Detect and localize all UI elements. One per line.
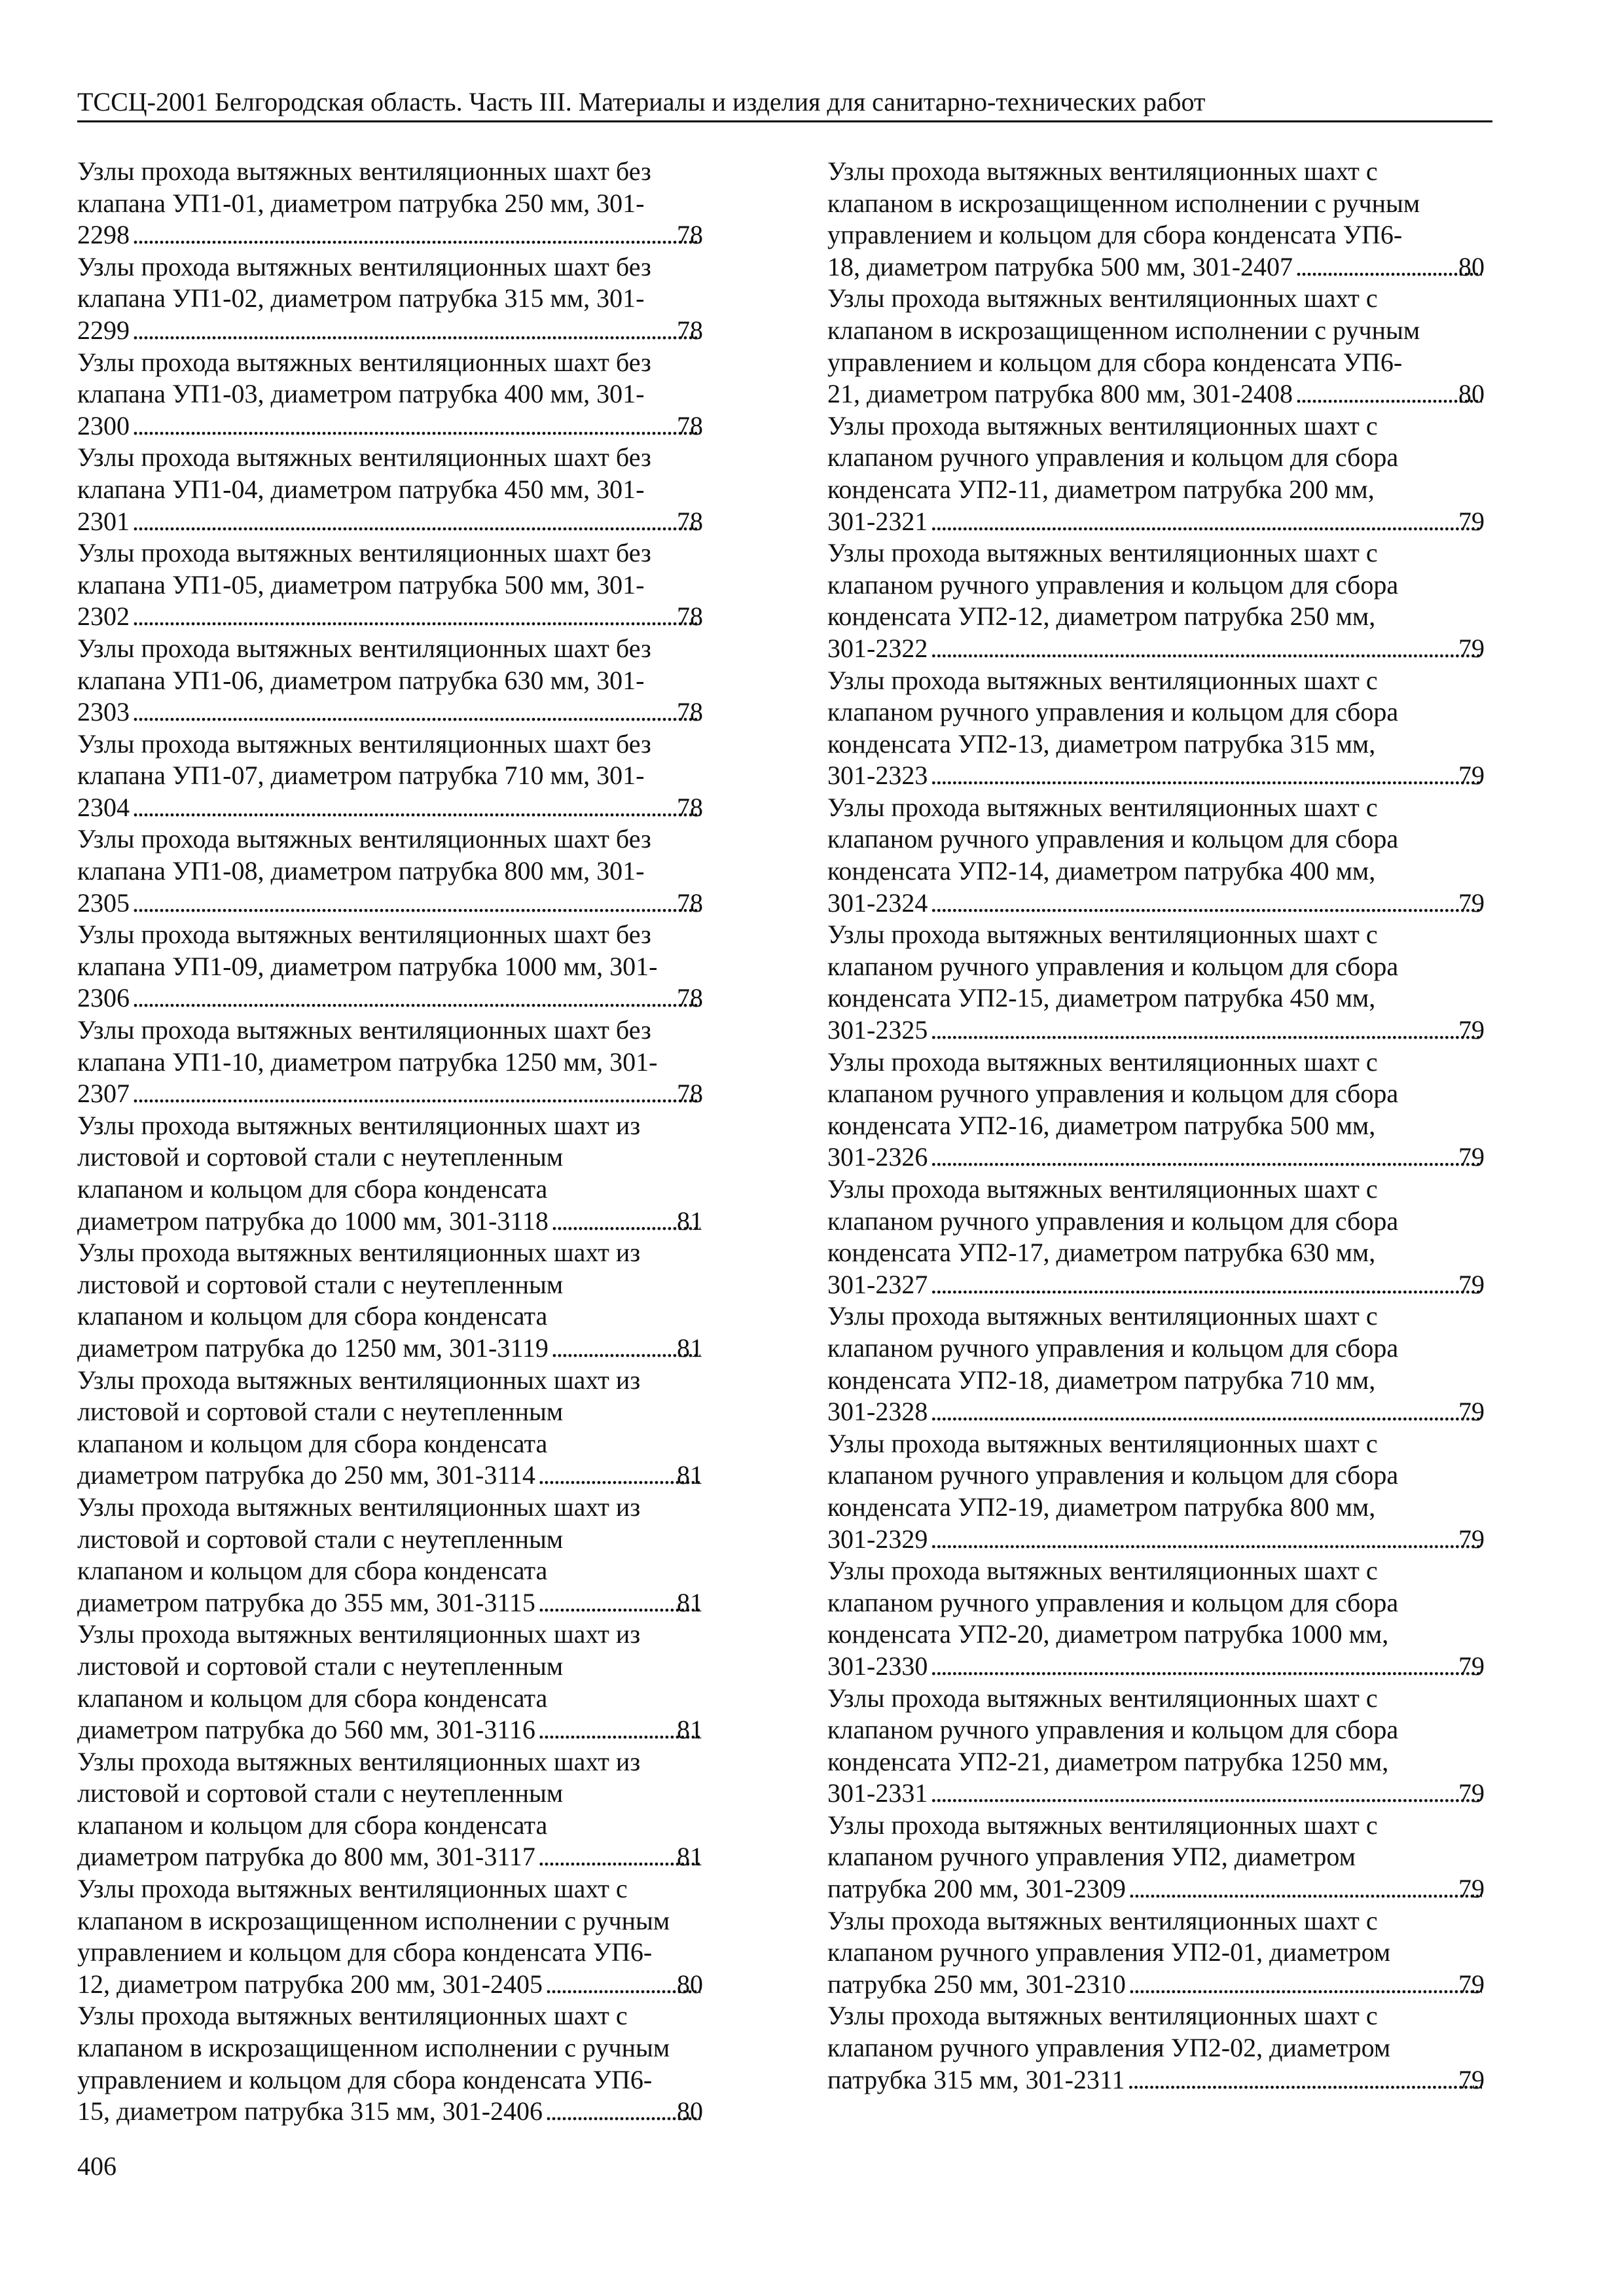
entry-page-number: 81	[677, 1333, 703, 1363]
dot-leader	[928, 1014, 1482, 1047]
entry-line: Узлы прохода вытяжных вентиляционных шахт с	[827, 1905, 1378, 1935]
index-entry	[77, 1237, 703, 1364]
entry-line: Узлы прохода вытяжных вентиляционных шахт без	[77, 538, 651, 568]
entry-last-line	[77, 982, 703, 1014]
entry-line: клапаном в искрозащищенном исполнении с ручным	[827, 315, 1420, 345]
entry-line: Узлы прохода вытяжных вентиляционных шахт без	[77, 251, 651, 281]
entry-last-line	[77, 410, 703, 442]
dot-leader	[130, 792, 700, 824]
dot-leader	[130, 1078, 700, 1110]
entry-code: патрубка 315 мм, 301-2311	[827, 2064, 1125, 2094]
entry-page-number: 80	[677, 2096, 703, 2126]
entry-last-line	[827, 2064, 1485, 2096]
entry-line: Узлы прохода вытяжных вентиляционных шахт с	[827, 665, 1378, 695]
entry-line: клапаном ручного управления и кольцом для сбора	[827, 951, 1399, 981]
entry-line: клапана УП1-06, диаметром патрубка 630 мм, 301-	[77, 665, 645, 695]
index-entry	[77, 1110, 703, 1237]
dot-leader	[130, 982, 700, 1014]
entry-page-number: 79	[1458, 1142, 1485, 1172]
entry-page-number: 78	[677, 315, 703, 345]
entry-page-number: 78	[677, 601, 703, 632]
dot-leader	[1126, 1873, 1482, 1905]
entry-page-number: 78	[677, 792, 703, 822]
entry-line: конденсата УП2-12, диаметром патрубка 250 мм,	[827, 601, 1376, 632]
entry-code: 2301	[77, 506, 130, 536]
index-entry	[827, 1174, 1485, 1300]
dot-leader	[928, 1269, 1482, 1301]
entry-line: конденсата УП2-18, диаметром патрубка 710 мм,	[827, 1365, 1376, 1395]
entry-line: клапана УП1-08, диаметром патрубка 800 мм, 301-	[77, 856, 645, 886]
dot-leader	[928, 1651, 1482, 1683]
entry-line: Узлы прохода вытяжных вентиляционных шахт с	[827, 1301, 1378, 1331]
index-entry	[77, 2000, 703, 2127]
entry-code: патрубка 200 мм, 301-2309	[827, 1874, 1126, 1904]
entry-page-number: 78	[677, 220, 703, 250]
entry-line: Узлы прохода вытяжных вентиляционных шахт с	[77, 1874, 628, 1904]
entry-last-line	[827, 1969, 1485, 2001]
entry-line: клапана УП1-07, диаметром патрубка 710 мм, 301-	[77, 761, 645, 791]
entry-line: листовой и сортовой стали с неутепленным	[77, 1269, 564, 1299]
entry-line: конденсата УП2-16, диаметром патрубка 500 мм,	[827, 1110, 1376, 1140]
entry-line: клапаном ручного управления УП2-02, диаметром	[827, 2033, 1391, 2063]
index-entry	[77, 1014, 703, 1110]
entry-line: Узлы прохода вытяжных вентиляционных шахт с	[827, 1428, 1378, 1458]
index-entry	[827, 1905, 1485, 2001]
entry-page-number: 78	[677, 410, 703, 440]
entry-code: патрубка 250 мм, 301-2310	[827, 1969, 1126, 1999]
dot-leader	[928, 633, 1482, 665]
entry-line: клапаном ручного управления и кольцом для сбора	[827, 824, 1399, 854]
entry-line: конденсата УП2-19, диаметром патрубка 800 мм,	[827, 1492, 1376, 1522]
index-entry	[77, 1492, 703, 1619]
entry-code: диаметром патрубка до 560 мм, 301-3116	[77, 1715, 535, 1745]
dot-leader	[130, 888, 700, 920]
index-entry	[77, 1746, 703, 1873]
entry-line: клапаном ручного управления и кольцом для сбора	[827, 1079, 1399, 1109]
entry-page-number: 79	[1458, 1524, 1485, 1554]
entry-line: клапаном ручного управления УП2, диаметром	[827, 1842, 1356, 1872]
index-column-left	[77, 156, 703, 2128]
index-column-right	[827, 156, 1485, 2096]
entry-page-number: 78	[677, 888, 703, 918]
index-entry	[827, 537, 1485, 664]
index-entry	[77, 633, 703, 728]
index-entry	[77, 537, 703, 633]
entry-code: 2307	[77, 1079, 130, 1109]
entry-code: 301-2327	[827, 1269, 928, 1299]
entry-code: 301-2322	[827, 633, 928, 663]
entry-line: клапаном и кольцом для сбора конденсата	[77, 1810, 548, 1840]
entry-line: листовой и сортовой стали с неутепленным	[77, 1397, 564, 1427]
entry-code: 2303	[77, 697, 130, 727]
dot-leader	[1293, 251, 1482, 283]
entry-line: листовой и сортовой стали с неутепленным	[77, 1778, 564, 1808]
entry-line: конденсата УП2-20, диаметром патрубка 1000 мм,	[827, 1619, 1389, 1649]
entry-line: клапаном в искрозащищенном исполнении с ручным	[77, 2033, 670, 2063]
entry-line: клапана УП1-10, диаметром патрубка 1250 мм, 301-	[77, 1047, 658, 1077]
entry-last-line	[827, 506, 1485, 538]
entry-line: конденсата УП2-13, диаметром патрубка 315 мм,	[827, 728, 1376, 759]
dot-leader	[928, 1396, 1482, 1428]
entry-last-line	[77, 1587, 703, 1619]
entry-line: Узлы прохода вытяжных вентиляционных шахт без	[77, 728, 651, 759]
entry-code: 12, диаметром патрубка 200 мм, 301-2405	[77, 1969, 543, 1999]
entry-last-line	[77, 696, 703, 728]
entry-line: листовой и сортовой стали с неутепленным	[77, 1651, 564, 1681]
entry-code: 2306	[77, 983, 130, 1013]
entry-line: Узлы прохода вытяжных вентиляционных шахт без	[77, 824, 651, 854]
entry-code: 2300	[77, 410, 130, 440]
dot-leader	[928, 760, 1482, 792]
entry-page-number: 78	[677, 697, 703, 727]
index-entry	[827, 156, 1485, 283]
entry-code: 301-2328	[827, 1397, 928, 1427]
entry-code: 2302	[77, 601, 130, 632]
dot-leader	[130, 410, 700, 442]
entry-page-number: 79	[1458, 2064, 1485, 2094]
index-entry	[827, 1047, 1485, 1174]
entry-last-line	[827, 760, 1485, 792]
index-entry	[77, 1873, 703, 2000]
running-header: ТССЦ-2001 Белгородская область. Часть III. Материалы и изделия для санитарно-технических работ	[77, 87, 1206, 117]
entry-line: Узлы прохода вытяжных вентиляционных шахт без	[77, 347, 651, 377]
entry-line: Узлы прохода вытяжных вентиляционных шахт с	[827, 410, 1378, 440]
dot-leader	[928, 888, 1482, 920]
entry-code: 2299	[77, 315, 130, 345]
entry-page-number: 78	[677, 1079, 703, 1109]
entry-last-line	[77, 506, 703, 538]
entry-line: Узлы прохода вытяжных вентиляционных шахт без	[77, 920, 651, 950]
entry-line: управлением и кольцом для сбора конденсата УП6-	[77, 1937, 653, 1967]
dot-leader	[535, 1714, 700, 1746]
entry-last-line	[827, 888, 1485, 920]
entry-code: 2298	[77, 220, 130, 250]
dot-leader	[928, 1778, 1482, 1810]
entry-line: Узлы прохода вытяжных вентиляционных шахт с	[827, 2001, 1378, 2031]
entry-last-line	[77, 792, 703, 824]
entry-line: клапаном и кольцом для сбора конденсата	[77, 1683, 548, 1713]
entry-code: диаметром патрубка до 250 мм, 301-3114	[77, 1460, 535, 1490]
entry-line: конденсата УП2-21, диаметром патрубка 1250 мм,	[827, 1746, 1389, 1776]
entry-line: клапаном в искрозащищенном исполнении с ручным	[827, 188, 1420, 218]
entry-code: 21, диаметром патрубка 800 мм, 301-2408	[827, 379, 1293, 409]
index-entry	[827, 665, 1485, 792]
dot-leader	[130, 696, 700, 728]
entry-page-number: 78	[677, 983, 703, 1013]
entry-page-number: 79	[1458, 761, 1485, 791]
entry-last-line	[827, 1396, 1485, 1428]
entry-line: клапаном ручного управления и кольцом для сбора	[827, 1206, 1399, 1236]
entry-page-number: 79	[1458, 888, 1485, 918]
entry-page-number: 81	[677, 1206, 703, 1236]
index-entry	[827, 1555, 1485, 1682]
entry-last-line	[77, 1841, 703, 1873]
entry-line: управлением и кольцом для сбора конденсата УП6-	[827, 220, 1403, 250]
entry-line: Узлы прохода вытяжных вентиляционных шахт из	[77, 1492, 641, 1522]
entry-last-line	[827, 633, 1485, 665]
entry-code: 301-2330	[827, 1651, 928, 1681]
entry-last-line	[77, 1714, 703, 1746]
entry-code: 18, диаметром патрубка 500 мм, 301-2407	[827, 251, 1293, 281]
entry-line: конденсата УП2-17, диаметром патрубка 630 мм,	[827, 1238, 1376, 1268]
entry-line: Узлы прохода вытяжных вентиляционных шахт с	[827, 283, 1378, 314]
entry-line: Узлы прохода вытяжных вентиляционных шахт без	[77, 156, 651, 186]
dot-leader	[1293, 378, 1482, 410]
entry-line: клапаном в искрозащищенном исполнении с ручным	[77, 1905, 670, 1935]
entry-last-line	[827, 1014, 1485, 1047]
entry-line: Узлы прохода вытяжных вентиляционных шахт из	[77, 1238, 641, 1268]
entry-line: Узлы прохода вытяжных вентиляционных шахт без	[77, 1015, 651, 1045]
entry-line: клапана УП1-04, диаметром патрубка 450 мм, 301-	[77, 474, 645, 504]
entry-last-line	[827, 1524, 1485, 1556]
entry-last-line	[827, 1141, 1485, 1174]
dot-leader	[928, 506, 1482, 538]
entry-line: клапана УП1-03, диаметром патрубка 400 мм, 301-	[77, 379, 645, 409]
entry-line: Узлы прохода вытяжных вентиляционных шахт из	[77, 1619, 641, 1649]
entry-page-number: 79	[1458, 1874, 1485, 1904]
entry-line: Узлы прохода вытяжных вентиляционных шахт с	[827, 1683, 1378, 1713]
entry-last-line	[77, 1206, 703, 1238]
index-entry	[77, 919, 703, 1014]
entry-page-number: 81	[677, 1460, 703, 1490]
page-number: 406	[77, 2151, 117, 2181]
entry-last-line	[77, 888, 703, 920]
header-rule	[77, 120, 1492, 122]
index-entry	[77, 251, 703, 347]
entry-last-line	[77, 1333, 703, 1365]
entry-line: Узлы прохода вытяжных вентиляционных шахт с	[827, 538, 1378, 568]
entry-last-line	[827, 1873, 1485, 1905]
entry-line: клапана УП1-05, диаметром патрубка 500 мм, 301-	[77, 569, 645, 600]
entry-page-number: 79	[1458, 633, 1485, 663]
dot-leader	[928, 1524, 1482, 1556]
entry-line: конденсата УП2-14, диаметром патрубка 400 мм,	[827, 856, 1376, 886]
entry-code: 301-2326	[827, 1142, 928, 1172]
entry-line: клапана УП1-02, диаметром патрубка 315 мм, 301-	[77, 283, 645, 314]
entry-line: конденсата УП2-11, диаметром патрубка 200 мм,	[827, 474, 1375, 504]
index-entry	[77, 156, 703, 251]
entry-page-number: 79	[1458, 1651, 1485, 1681]
dot-leader	[535, 1587, 700, 1619]
entry-line: Узлы прохода вытяжных вентиляционных шахт без	[77, 442, 651, 473]
entry-code: диаметром патрубка до 1250 мм, 301-3119	[77, 1333, 549, 1363]
entry-last-line	[77, 1460, 703, 1492]
entry-code: 2305	[77, 888, 130, 918]
entry-line: клапаном и кольцом для сбора конденсата	[77, 1301, 548, 1331]
entry-line: клапаном ручного управления и кольцом для сбора	[827, 697, 1399, 727]
dot-leader	[130, 601, 700, 633]
index-entry	[77, 1619, 703, 1746]
entry-line: Узлы прохода вытяжных вентиляционных шахт из	[77, 1110, 641, 1140]
entry-line: клапаном ручного управления и кольцом для сбора	[827, 1587, 1399, 1617]
entry-page-number: 79	[1458, 506, 1485, 536]
entry-line: клапаном ручного управления УП2-01, диаметром	[827, 1937, 1391, 1967]
entry-line: Узлы прохода вытяжных вентиляционных шахт с	[77, 2001, 628, 2031]
entry-line: клапаном ручного управления и кольцом для сбора	[827, 1333, 1399, 1363]
dot-leader	[1126, 1969, 1482, 2001]
index-entry	[77, 728, 703, 824]
entry-code: 15, диаметром патрубка 315 мм, 301-2406	[77, 2096, 543, 2126]
index-entry	[77, 442, 703, 537]
entry-page-number: 80	[677, 1969, 703, 1999]
entry-line: клапаном и кольцом для сбора конденсата	[77, 1174, 548, 1204]
entry-code: 301-2325	[827, 1015, 928, 1045]
entry-line: Узлы прохода вытяжных вентиляционных шахт с	[827, 1174, 1378, 1204]
entry-last-line	[827, 1651, 1485, 1683]
entry-page-number: 81	[677, 1715, 703, 1745]
entry-last-line	[77, 1969, 703, 2001]
index-entry	[77, 347, 703, 442]
entry-page-number: 81	[677, 1587, 703, 1617]
entry-page-number: 79	[1458, 1969, 1485, 1999]
entry-line: Узлы прохода вытяжных вентиляционных шахт из	[77, 1746, 641, 1776]
entry-page-number: 81	[677, 1842, 703, 1872]
entry-line: Узлы прохода вытяжных вентиляционных шахт с	[827, 1556, 1378, 1586]
entry-page-number: 79	[1458, 1778, 1485, 1808]
dot-leader	[130, 506, 700, 538]
entry-line: клапаном ручного управления и кольцом для сбора	[827, 442, 1399, 473]
index-entry	[827, 2000, 1485, 2096]
entry-line: клапаном ручного управления и кольцом для сбора	[827, 569, 1399, 600]
entry-last-line	[77, 315, 703, 347]
entry-last-line	[77, 2096, 703, 2128]
entry-line: листовой и сортовой стали с неутепленным	[77, 1142, 564, 1172]
entry-line: клапаном и кольцом для сбора конденсата	[77, 1428, 548, 1458]
entry-code: 301-2331	[827, 1778, 928, 1808]
index-entry	[827, 1810, 1485, 1905]
dot-leader	[928, 1141, 1482, 1174]
dot-leader	[535, 1460, 700, 1492]
entry-line: клапаном ручного управления и кольцом для сбора	[827, 1460, 1399, 1490]
entry-page-number: 79	[1458, 1269, 1485, 1299]
entry-code: 301-2329	[827, 1524, 928, 1554]
entry-code: диаметром патрубка до 355 мм, 301-3115	[77, 1587, 535, 1617]
entry-last-line	[77, 601, 703, 633]
entry-page-number: 80	[1458, 251, 1485, 281]
dot-leader	[535, 1841, 700, 1873]
entry-line: Узлы прохода вытяжных вентиляционных шахт без	[77, 633, 651, 663]
entry-page-number: 78	[677, 506, 703, 536]
entry-code: диаметром патрубка до 1000 мм, 301-3118	[77, 1206, 549, 1236]
entry-page-number: 79	[1458, 1015, 1485, 1045]
entry-last-line	[827, 251, 1485, 283]
entry-code: 301-2324	[827, 888, 928, 918]
entry-line: клапаном ручного управления и кольцом для сбора	[827, 1715, 1399, 1745]
entry-line: Узлы прохода вытяжных вентиляционных шахт с	[827, 156, 1378, 186]
entry-last-line	[827, 1778, 1485, 1810]
entry-line: Узлы прохода вытяжных вентиляционных шахт с	[827, 920, 1378, 950]
entry-code: 2304	[77, 792, 130, 822]
index-entry	[827, 792, 1485, 919]
entry-page-number: 80	[1458, 379, 1485, 409]
entry-line: управлением и кольцом для сбора конденсата УП6-	[77, 2064, 653, 2094]
dot-leader	[130, 219, 700, 251]
entry-last-line	[827, 378, 1485, 410]
dot-leader	[1125, 2064, 1482, 2096]
entry-line: клапаном и кольцом для сбора конденсата	[77, 1556, 548, 1586]
entry-line: Узлы прохода вытяжных вентиляционных шахт с	[827, 792, 1378, 822]
index-entry	[827, 919, 1485, 1046]
entry-page-number: 79	[1458, 1397, 1485, 1427]
index-entry	[827, 283, 1485, 410]
entry-line: Узлы прохода вытяжных вентиляционных шахт с	[827, 1047, 1378, 1077]
entry-line: конденсата УП2-15, диаметром патрубка 450 мм,	[827, 983, 1376, 1013]
index-entry	[827, 1300, 1485, 1427]
index-entry	[77, 823, 703, 919]
entry-code: 301-2321	[827, 506, 928, 536]
index-entry	[827, 1428, 1485, 1555]
entry-code: диаметром патрубка до 800 мм, 301-3117	[77, 1842, 535, 1872]
entry-line: Узлы прохода вытяжных вентиляционных шахт с	[827, 1810, 1378, 1840]
index-entry	[827, 1683, 1485, 1810]
index-entry	[77, 1365, 703, 1492]
entry-last-line	[77, 1078, 703, 1110]
entry-last-line	[77, 219, 703, 251]
entry-line: управлением и кольцом для сбора конденсата УП6-	[827, 347, 1403, 377]
entry-line: клапана УП1-09, диаметром патрубка 1000 мм, 301-	[77, 951, 658, 981]
index-entry	[827, 410, 1485, 537]
entry-line: листовой и сортовой стали с неутепленным	[77, 1524, 564, 1554]
entry-line: клапана УП1-01, диаметром патрубка 250 мм, 301-	[77, 188, 645, 218]
entry-last-line	[827, 1269, 1485, 1301]
entry-line: Узлы прохода вытяжных вентиляционных шахт из	[77, 1365, 641, 1395]
entry-code: 301-2323	[827, 761, 928, 791]
dot-leader	[130, 315, 700, 347]
